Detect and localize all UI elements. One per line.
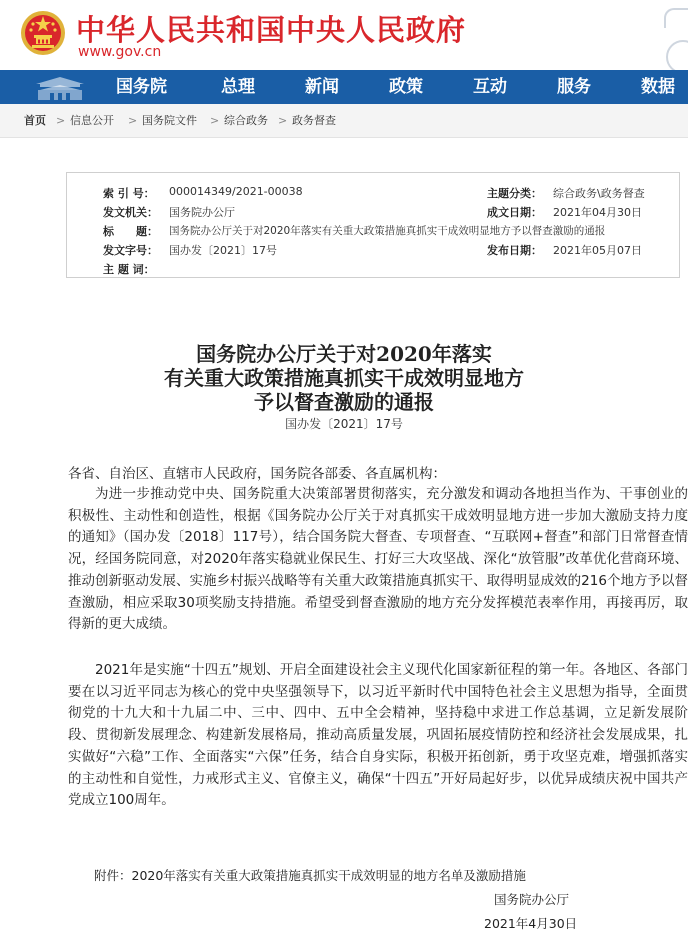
breadcrumb-home[interactable]: 首页 [24, 114, 46, 127]
index-label: 索 引 号： [103, 187, 155, 200]
breadcrumb-info-disclosure[interactable]: 信息公开 [70, 114, 114, 127]
document-info-box [66, 172, 680, 278]
article-doc-number: 国办发〔2021〕17号 [285, 417, 403, 431]
index-value: 000014349/2021-00038 [169, 185, 303, 198]
agency-value: 国务院办公厅 [169, 206, 235, 219]
nav-item-services[interactable]: 服务 [557, 77, 591, 97]
breadcrumb-separator: > [210, 114, 220, 127]
breadcrumb-separator: > [128, 114, 138, 127]
nav-item-policy[interactable]: 政策 [389, 77, 423, 97]
breadcrumb [0, 104, 688, 138]
doc-title-label: 标 题： [103, 225, 158, 238]
agency-label: 发文机关： [103, 206, 158, 219]
site-header [0, 0, 688, 70]
article-title-line-2: 有关重大政策措施真抓实干成效明显地方 [164, 366, 524, 390]
site-url[interactable]: www.gov.cn [78, 44, 162, 60]
publish-date-label: 发布日期： [487, 244, 542, 257]
article-paragraph-2: 2021年是实施“十四五”规划、开启全面建设社会主义现代化国家新征程的第一年。各地区、各部门要在以习近平同志为核心的党中央坚强领导下，以习近平新时代中国特色社会主义思想为指导，全面贯彻党的十九大和十九届二中、三中、四中、五中全会精神，坚持稳中求进工作总基调，立足新发展阶段、贯彻新发展理念、构建新发展格局，推动高质量发展，巩固拓展疫情防控和经济社会发展成果，扎实做好“六稳”工作、全面落实“六保”任务，结合自身实际，积极开拓创新，勇于攻坚克难，增强抓落实的主动性和自觉性，力戒形式主义、官僚主义，确保“十四五”开好局起好步，以优异成绩庆祝中国共产党成立100周年。 [68, 662, 688, 809]
article-title-line-1: 国务院办公厅关于对2020年落实 [196, 342, 492, 366]
breadcrumb-state-council-docs[interactable]: 国务院文件 [142, 114, 197, 127]
article-paragraph-1: 为进一步推动党中央、国务院重大决策部署贯彻落实，充分激发和调动各地担当作为、干事创业的积极性、主动性和创造性，根据《国务院办公厅关于对真抓实干成效明显地方进一步加大激励支持力度的通知》（国办发〔2018〕117号），结合国务院大督查、专项督查、“互联网+督查”和部门日常督查情况，经国务院同意，对2020年落实稳就业保民生、打好三大攻坚战、深化“放管服”改革优化营商环境、推动创新驱动发展、实施乡村振兴战略等有关重大政策措施真抓实干、取得明显成效的216个地方予以督查激励，相应采取30项奖励支持措施。希望受到督查激励的地方充分发挥模范表率作用，再接再厉，取得新的更大成绩。 [68, 486, 688, 633]
breadcrumb-separator: > [56, 114, 66, 127]
breadcrumb-supervision[interactable]: 政务督查 [292, 114, 336, 127]
category-label: 主题分类： [487, 187, 542, 200]
signing-organization: 国务院办公厅 [494, 892, 570, 907]
language-switch-icon[interactable] [666, 40, 688, 74]
national-emblem-icon[interactable] [20, 10, 66, 56]
publish-date-value: 2021年05月07日 [553, 244, 642, 257]
site-title[interactable]: 中华人民共和国中央人民政府 [76, 13, 467, 47]
article-salutation: 各省、自治区、直辖市人民政府，国务院各部委、各直属机构： [68, 466, 446, 482]
tiananmen-icon [30, 74, 90, 100]
attachment-link[interactable]: 附件：2020年落实有关重大政策措施真抓实干成效明显的地方名单及激励措施 [94, 868, 526, 883]
nav-item-interaction[interactable]: 互动 [473, 77, 507, 97]
signing-date: 2021年4月30日 [484, 916, 578, 931]
breadcrumb-general-affairs[interactable]: 综合政务 [224, 114, 268, 127]
nav-item-premier[interactable]: 总理 [221, 77, 255, 97]
doc-number-value: 国办发〔2021〕17号 [169, 244, 277, 257]
doc-number-label: 发文字号： [103, 244, 158, 257]
date-written-label: 成文日期： [487, 206, 542, 219]
nav-item-state-council[interactable]: 国务院 [116, 77, 167, 97]
main-nav [0, 70, 688, 104]
date-written-value: 2021年04月30日 [553, 206, 642, 219]
keywords-label: 主 题 词： [103, 263, 155, 276]
doc-title-value: 国务院办公厅关于对2020年落实有关重大政策措施真抓实干成效明显地方予以督查激励的通报 [169, 225, 606, 237]
language-switch-icon-top [664, 8, 688, 28]
nav-item-data[interactable]: 数据 [641, 77, 675, 97]
category-value[interactable]: 综合政务\政务督查 [553, 187, 645, 200]
breadcrumb-separator: > [278, 114, 288, 127]
article-title-line-3: 予以督查激励的通报 [254, 390, 434, 414]
nav-item-news[interactable]: 新闻 [305, 77, 339, 97]
